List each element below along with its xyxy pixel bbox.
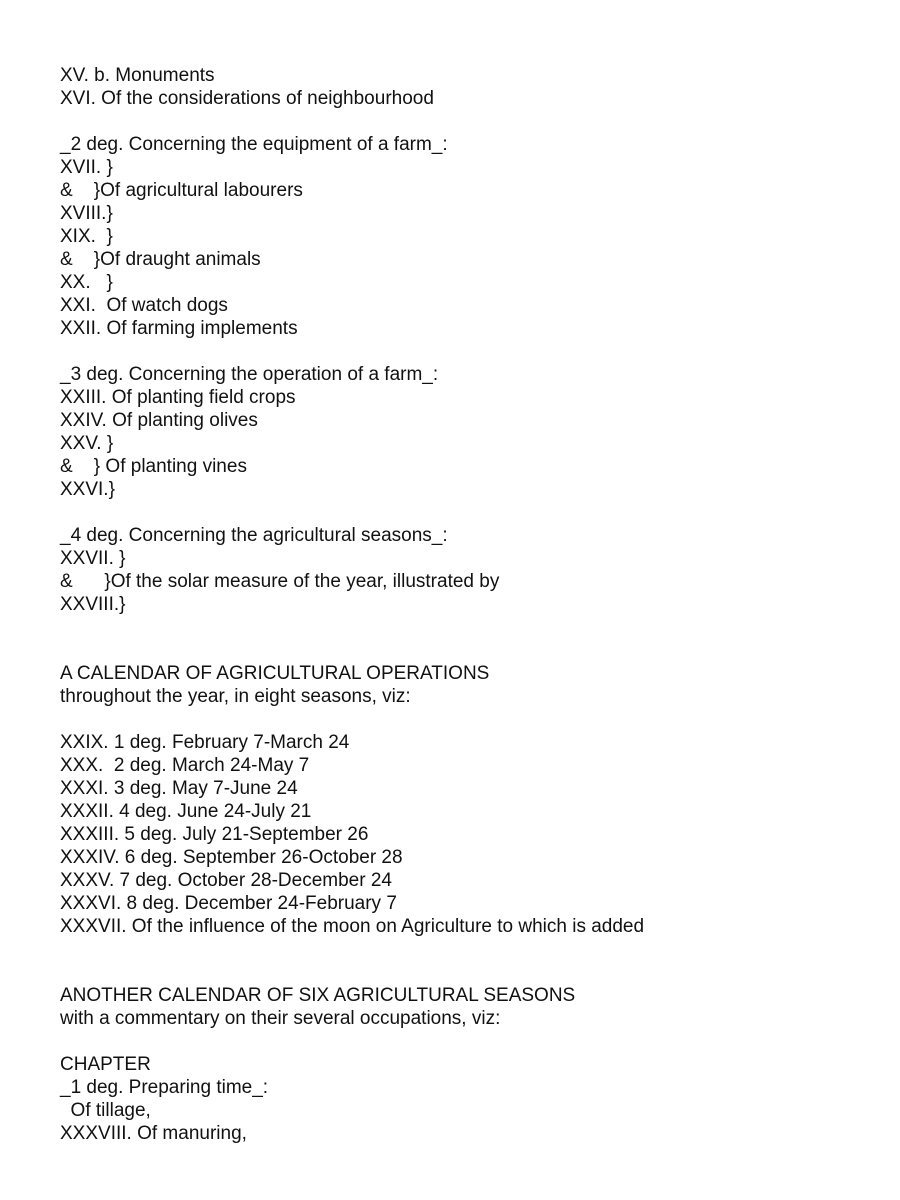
text-line: XXX. 2 deg. March 24-May 7 (60, 755, 310, 776)
text-line: XVIII.} (60, 203, 113, 224)
text-line: XXIX. 1 deg. February 7-March 24 (60, 732, 350, 753)
blank-line (60, 340, 644, 363)
text-line: _3 deg. Concerning the operation of a farm_: (60, 364, 439, 385)
blank-line (60, 501, 644, 524)
text-line: XXXII. 4 deg. June 24-July 21 (60, 801, 312, 822)
text-line: XIX. } (60, 226, 113, 247)
blank-line (60, 616, 644, 639)
text-line: Of tillage, (60, 1100, 151, 1121)
blank-line (60, 110, 644, 133)
blank-line (60, 961, 644, 984)
text-line: & } Of planting vines (60, 456, 247, 477)
text-line: XXI. Of watch dogs (60, 295, 228, 316)
text-line: XXXIII. 5 deg. July 21-September 26 (60, 824, 369, 845)
text-line: & }Of draught animals (60, 249, 261, 270)
blank-line (60, 1030, 644, 1053)
text-line: XXVII. } (60, 548, 126, 569)
text-line: _4 deg. Concerning the agricultural seasons_: (60, 525, 448, 546)
blank-line (60, 639, 644, 662)
text-line: & }Of the solar measure of the year, illustrated by (60, 571, 500, 592)
document-page (60, 64, 644, 1145)
text-line: XV. b. Monuments (60, 65, 215, 86)
text-line: XXIII. Of planting field crops (60, 387, 296, 408)
text-line: XXXVIII. Of manuring, (60, 1123, 247, 1144)
text-line: XXXI. 3 deg. May 7-June 24 (60, 778, 298, 799)
text-line: XXXIV. 6 deg. September 26-October 28 (60, 847, 403, 868)
text-line: _1 deg. Preparing time_: (60, 1077, 269, 1098)
text-line: CHAPTER (60, 1054, 151, 1075)
text-line: throughout the year, in eight seasons, viz: (60, 686, 411, 707)
text-line: A CALENDAR OF AGRICULTURAL OPERATIONS (60, 663, 490, 684)
text-line: XXV. } (60, 433, 114, 454)
text-line: XXXVII. Of the influence of the moon on Agriculture to which is added (60, 916, 645, 937)
text-line: XVII. } (60, 157, 113, 178)
text-line: XVI. Of the considerations of neighbourhood (60, 88, 434, 109)
text-line: with a commentary on their several occupations, viz: (60, 1008, 501, 1029)
text-line: & }Of agricultural labourers (60, 180, 303, 201)
text-line: XXII. Of farming implements (60, 318, 298, 339)
blank-line (60, 708, 644, 731)
text-line: ANOTHER CALENDAR OF SIX AGRICULTURAL SEASONS (60, 985, 576, 1006)
text-line: XXVI.} (60, 479, 115, 500)
text-line: XXXVI. 8 deg. December 24-February 7 (60, 893, 397, 914)
text-line: XXXV. 7 deg. October 28-December 24 (60, 870, 392, 891)
blank-line (60, 938, 644, 961)
text-line: XXIV. Of planting olives (60, 410, 258, 431)
text-line: _2 deg. Concerning the equipment of a farm_: (60, 134, 448, 155)
text-line: XXVIII.} (60, 594, 126, 615)
text-line: XX. } (60, 272, 113, 293)
